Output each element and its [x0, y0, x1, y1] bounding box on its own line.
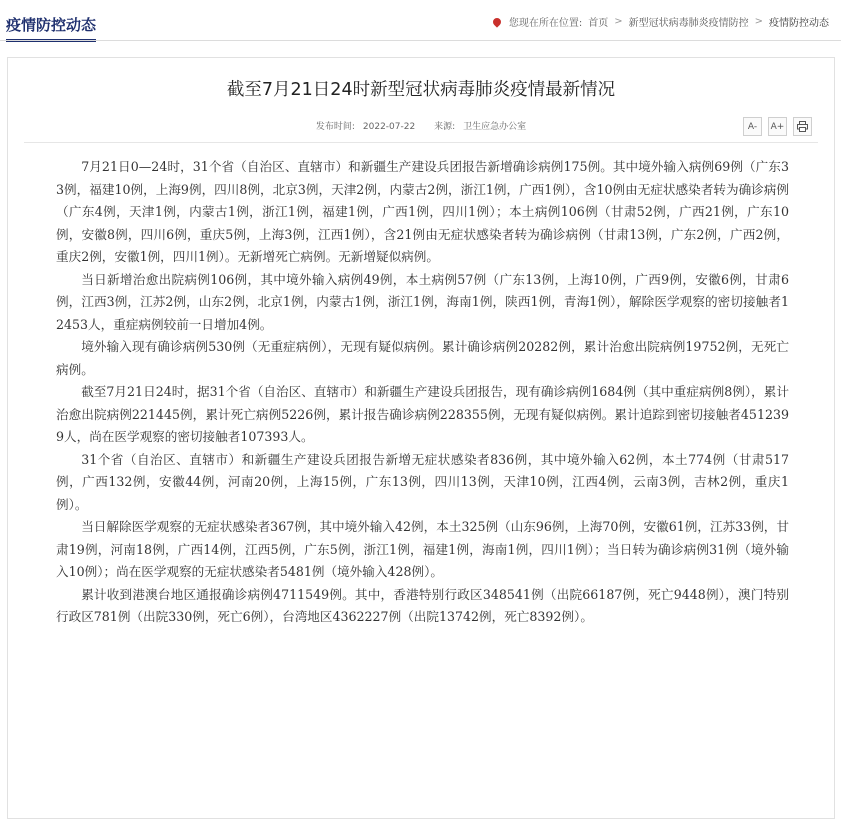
paragraph: 累计收到港澳台地区通报确诊病例4711549例。其中，香港特别行政区348541例（出院66187例，死亡9448例），澳门特别行政区781例（出院330例，死亡6例），台湾地区4362227例（出院13742例，死亡8392例）。 — [56, 586, 789, 624]
paragraph: 7月21日0—24时，31个省（自治区、直辖市）和新疆生产建设兵团报告新增确诊病例175例。其中境外输入病例69例（广东33例，福建10例，上海9例，四川8例，北京3例，天津2例，内蒙古2例，浙江1例，广西1例），含10例由无症状感染者转为确诊病例（广东4例，天津1例，内蒙古1例，浙江1例，福建1例，广西1例，四川1例）；本土病例106例（甘肃52例，广西21例，广东10例，安徽8例，四川6例，重庆5例，上海3例，江西1例），含21例由无症状感染者转为确诊病例（甘肃13例，广东2例，广西2例，重庆2例，安徽1例，四川1例）。无新增死亡病例。无新增疑似病例。 — [56, 159, 789, 264]
paragraph: 境外输入现有确诊病例530例（无重症病例），无现有疑似病例。累计确诊病例20282例，累计治愈出院病例19752例，无死亡病例。 — [56, 339, 789, 377]
article-meta — [8, 119, 834, 132]
article-body — [56, 156, 789, 629]
header-divider — [0, 40, 841, 41]
breadcrumb-prefix: 您现在所在位置: — [508, 18, 583, 29]
paragraph: 当日解除医学观察的无症状感染者367例，其中境外输入42例，本土325例（山东96例，上海70例，安徽61例，江苏33例，甘肃19例，河南18例，广西14例，江西5例，广东5例，浙江1例，福建1例，海南1例，四川1例）；当日转为确诊病例31例（境外输入10例）；尚在医学观察的无症状感染者5481例（境外输入428例）。 — [56, 519, 789, 579]
breadcrumb-home-link[interactable]: 首页 — [588, 18, 609, 29]
source-label: 来源: — [434, 122, 456, 132]
breadcrumb — [493, 14, 829, 29]
paragraph: 截至7月21日24时，据31个省（自治区、直辖市）和新疆生产建设兵团报告，现有确诊病例1684例（其中重症病例8例），累计治愈出院病例221445例，累计死亡病例5226例，累计报告确诊病例228355例，无现有疑似病例。累计追踪到密切接触者4512399人，尚在医学观察的密切接触者107393人。 — [56, 384, 789, 444]
section-title: 疫情防控动态 — [6, 14, 96, 42]
breadcrumb-separator: > — [614, 16, 623, 27]
breadcrumb-separator: > — [754, 16, 763, 27]
location-pin-icon — [491, 16, 502, 27]
article-title: 截至7月21日24时新型冠状病毒肺炎疫情最新情况 — [226, 80, 616, 100]
article-card — [7, 57, 835, 819]
font-smaller-button[interactable]: A- — [743, 117, 762, 136]
top-bar — [0, 0, 841, 44]
source-name: 卫生应急办公室 — [463, 122, 527, 132]
meta-divider — [24, 142, 818, 143]
font-larger-button[interactable]: A+ — [768, 117, 787, 136]
paragraph: 31个省（自治区、直辖市）和新疆生产建设兵团报告新增无症状感染者836例，其中境外输入62例，本土774例（甘肃517例，广西132例，安徽44例，河南20例，上海15例，广东13例，四川13例，天津10例，江西4例，云南3例，吉林2例，重庆1例）。 — [56, 451, 789, 512]
print-button[interactable] — [793, 117, 812, 136]
print-icon — [797, 121, 808, 132]
paragraph: 当日新增治愈出院病例106例，其中境外输入病例49例，本土病例57例（广东13例，上海10例，广西9例，安徽6例，甘肃6例，江西3例，江苏2例，山东2例，北京1例，内蒙古1例，浙江1例，海南1例，陕西1例，青海1例），解除医学观察的密切接触者12453人，重症病例较前一日增加4例。 — [56, 271, 789, 332]
breadcrumb-current[interactable]: 疫情防控动态 — [769, 18, 829, 29]
breadcrumb-covid-link[interactable]: 新型冠状病毒肺炎疫情防控 — [628, 18, 749, 29]
publish-label: 发布时间: — [315, 122, 355, 132]
publish-date: 2022-07-22 — [362, 122, 416, 132]
article-tools — [743, 117, 812, 136]
